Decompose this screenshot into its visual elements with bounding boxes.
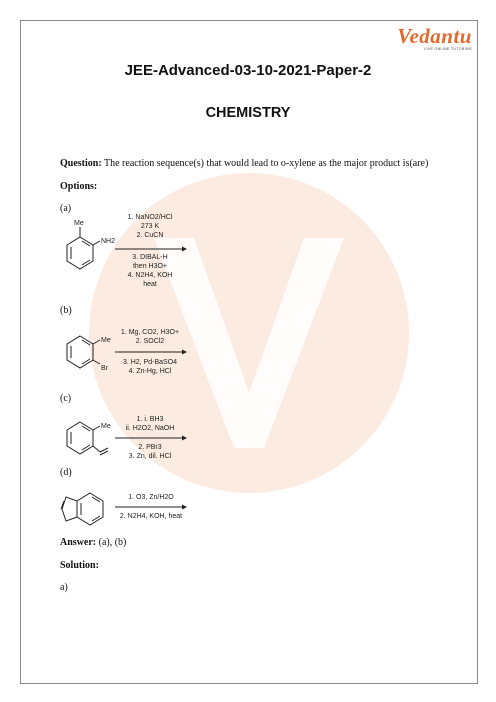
option-b-label: (b) <box>60 305 72 316</box>
conditions-above-a <box>110 213 190 240</box>
question-label: Question: <box>60 158 102 169</box>
sub-me-b: Me <box>101 337 111 344</box>
cond-c-3: 2. PBr3 <box>138 444 162 451</box>
answer-value: (a), (b) <box>98 537 127 548</box>
conditions-below-c <box>110 443 190 461</box>
question-text: The reaction sequence(s) that would lead to o-xylene as the major product is(are) <box>104 158 429 169</box>
indene-structure <box>61 493 103 525</box>
cond-b-4: 4. Zn-Hg, HCl <box>128 368 172 375</box>
answer-line <box>60 537 126 548</box>
cond-c-4: 3. Zn, dil. HCl <box>128 453 172 460</box>
conditions-below-d <box>108 512 194 521</box>
conditions-above-d <box>110 493 192 502</box>
question-line <box>60 158 428 169</box>
conditions-below-a <box>110 253 190 289</box>
cond-c-1: 1. i. BH3 <box>136 416 164 423</box>
conditions-above-b <box>110 328 190 346</box>
cond-a-4: 3. DIBAL-H <box>132 254 168 261</box>
sub-nh2-a: NH2 <box>101 238 116 245</box>
brand-name: Vedantu <box>397 24 472 48</box>
options-label: Options: <box>60 181 98 192</box>
cond-a-1: 1. NaNO2/HCl <box>127 214 173 221</box>
cond-b-1: 1. Mg, CO2, H3O+ <box>120 329 180 336</box>
benzene-ring-a <box>67 227 100 269</box>
option-d-scheme <box>60 485 190 530</box>
sub-me-c: Me <box>101 423 111 430</box>
brand-tagline: LIVE ONLINE TUTORING <box>424 47 472 51</box>
cond-b-2: 2. SOCl2 <box>135 338 165 345</box>
document-title: JEE-Advanced-03-10-2021-Paper-2 <box>124 62 372 79</box>
answer-label: Answer: <box>60 537 97 548</box>
subject-heading: CHEMISTRY <box>205 105 291 121</box>
solution-part-label: a) <box>60 582 68 593</box>
cond-a-6: 4. N2H4, KOH <box>127 272 173 279</box>
cond-c-2: ii. H2O2, NaOH <box>125 425 175 432</box>
option-c-label: (c) <box>60 393 72 404</box>
cond-a-2: 273 K <box>140 223 160 230</box>
cond-b-3: 3. H2, Pd-BaSO4 <box>122 359 178 366</box>
cond-d-2: 2. N2H4, KOH, heat <box>119 513 183 520</box>
sub-me-a: Me <box>74 220 84 227</box>
cond-d-1: 1. O3, Zn/H2O <box>128 494 174 501</box>
cond-a-7: heat <box>143 281 157 288</box>
benzene-ring-b <box>67 336 100 368</box>
conditions-below-b <box>110 358 190 376</box>
solution-label: Solution: <box>60 560 99 571</box>
cond-a-5: then H3O+ <box>132 263 168 270</box>
option-d-label: (d) <box>60 467 72 478</box>
conditions-above-c <box>110 415 190 433</box>
option-a-label: (a) <box>60 203 72 214</box>
sub-br-b: Br <box>101 365 108 372</box>
cond-a-3: 2. CuCN <box>136 232 164 239</box>
brand-logo <box>397 24 472 51</box>
